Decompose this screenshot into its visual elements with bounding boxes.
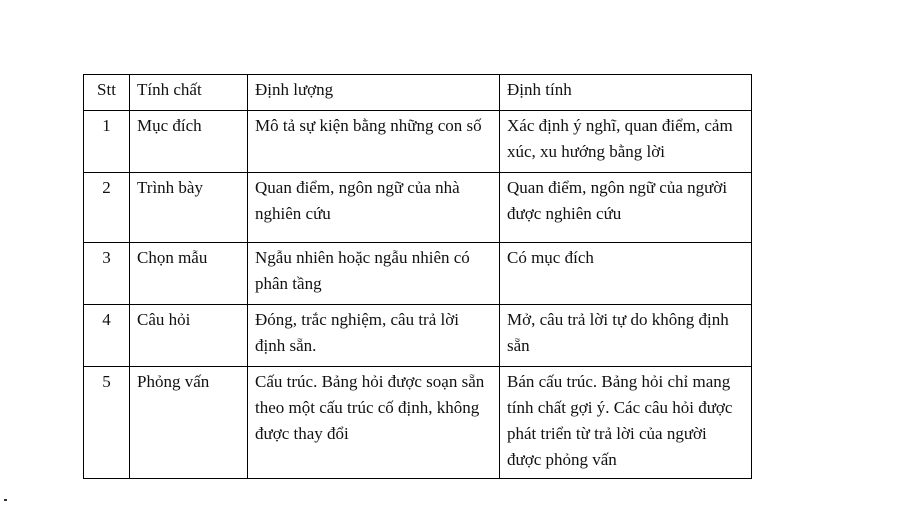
table-row (84, 305, 752, 367)
row-quantitative: Mô tả sự kiện bằng những con số (248, 111, 500, 173)
row-quantitative: Quan điểm, ngôn ngữ của nhà nghiên cứu (248, 173, 500, 243)
table-row (84, 367, 752, 479)
row-stt: 5 (84, 367, 130, 479)
row-qualitative: Có mục đích (500, 243, 752, 305)
header-stt: Stt (84, 75, 130, 111)
comparison-table (83, 74, 752, 479)
table-row (84, 173, 752, 243)
row-property: Phỏng vấn (130, 367, 248, 479)
row-stt: 1 (84, 111, 130, 173)
row-qualitative: Quan điểm, ngôn ngữ của người được nghiên cứu (500, 173, 752, 243)
row-quantitative: Cấu trúc. Bảng hỏi được soạn sẵn theo một cấu trúc cố định, không được thay đổi (248, 367, 500, 479)
row-property: Chọn mẫu (130, 243, 248, 305)
header-property: Tính chất (130, 75, 248, 111)
row-stt: 3 (84, 243, 130, 305)
row-qualitative: Mở, câu trả lời tự do không định sẵn (500, 305, 752, 367)
row-property: Câu hỏi (130, 305, 248, 367)
row-stt: 4 (84, 305, 130, 367)
row-property: Mục đích (130, 111, 248, 173)
header-quantitative: Định lượng (248, 75, 500, 111)
table-row (84, 243, 752, 305)
table-header-row (84, 75, 752, 111)
row-quantitative: Ngẫu nhiên hoặc ngẫu nhiên có phân tầng (248, 243, 500, 305)
row-quantitative: Đóng, trắc nghiệm, câu trả lời định sẵn. (248, 305, 500, 367)
row-property: Trình bày (130, 173, 248, 243)
header-qualitative: Định tính (500, 75, 752, 111)
row-stt: 2 (84, 173, 130, 243)
row-qualitative: Bán cấu trúc. Bảng hỏi chỉ mang tính chất gợi ý. Các câu hỏi được phát triển từ trả lời của người được phỏng vấn (500, 367, 752, 479)
table-row (84, 111, 752, 173)
page-corner-mark (4, 499, 7, 501)
row-qualitative: Xác định ý nghĩ, quan điểm, cảm xúc, xu hướng bằng lời (500, 111, 752, 173)
